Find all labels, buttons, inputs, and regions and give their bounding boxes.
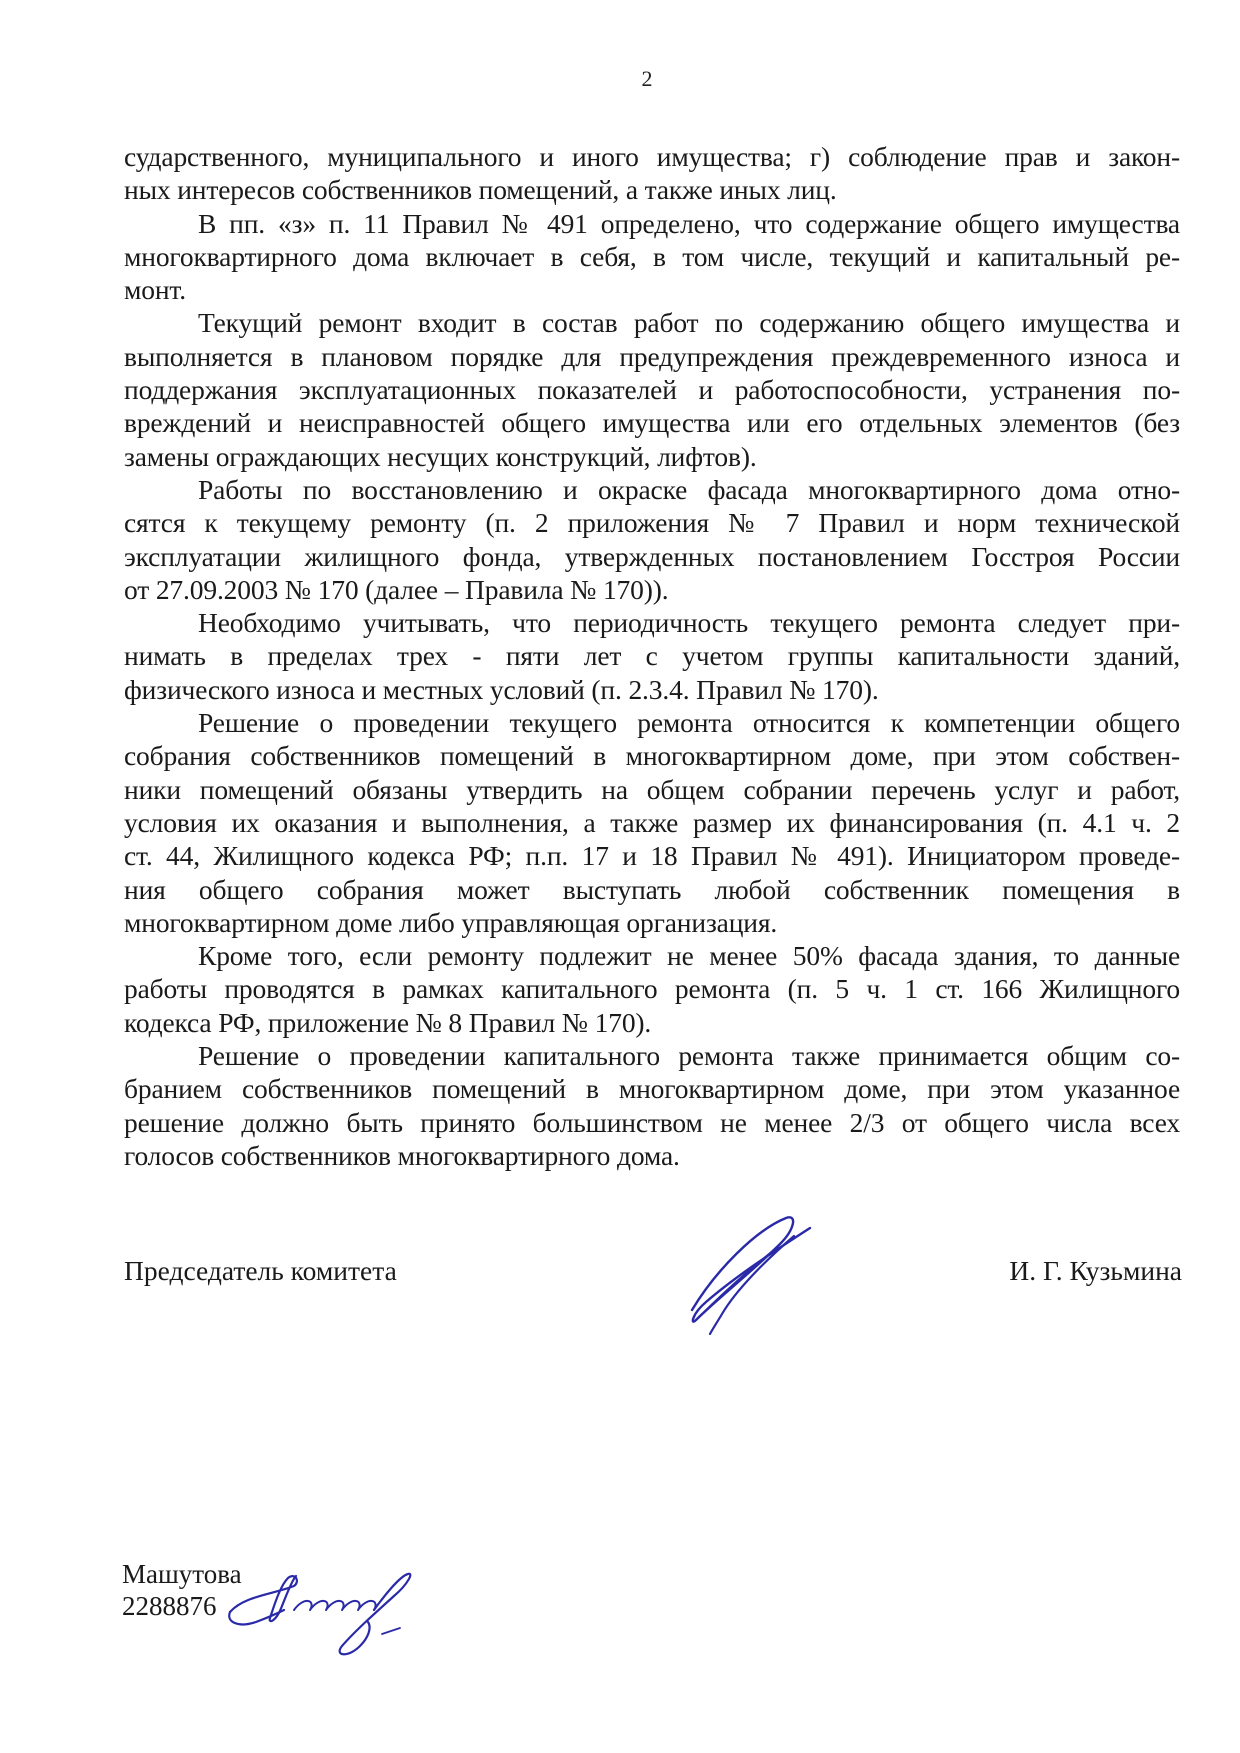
text-line: работы проводятся в рамках капитального ремонта (п. 5 ч. 1 ст. 166 Жилищного [124, 973, 1180, 1005]
text-line: физического износа и местных условий (п. 2.3.4. Правил № 170). [124, 673, 879, 705]
paragraph-rules-491 [124, 207, 1180, 307]
paragraph-general-meeting [124, 706, 1180, 939]
signatory-name: И. Г. Кузьмина [1009, 1255, 1182, 1286]
text-line: Необходимо учитывать, что периодичность текущего ремонта следует при- [198, 607, 1180, 639]
text-line: сятся к текущему ремонту (п. 2 приложения № 7 Правил и норм технической [124, 507, 1180, 539]
text-line: Текущий ремонт входит в состав работ по содержанию общего имущества и [198, 307, 1180, 339]
text-line: нимать в пределах трех - пяти лет с учетом группы капитальности зданий, [124, 640, 1180, 672]
letter-body [124, 140, 1180, 1172]
text-line: ных интересов собственников помещений, а также иных лиц. [124, 174, 837, 206]
paragraph-continuation [124, 140, 1180, 207]
text-line: многоквартирного дома включает в себя, в том числе, текущий и капитальный ре- [124, 240, 1180, 272]
page-number: 2 [641, 66, 653, 91]
text-line: кодекса РФ, приложение № 8 Правил № 170). [124, 1006, 652, 1038]
handwritten-initials-icon [224, 1566, 414, 1662]
text-line: решение должно быть принято большинством не менее 2/3 от общего числа всех [124, 1106, 1180, 1138]
text-line: Решение о проведении капитального ремонта также принимается общим со- [198, 1040, 1180, 1072]
text-line: условия их оказания и выполнения, а также размер их финансирования (п. 4.1 ч. 2 [124, 806, 1180, 838]
paragraph-current-repair [124, 306, 1180, 472]
text-line: вреждений и неисправностей общего имущества или его отдельных элементов (без [124, 407, 1180, 439]
paragraph-capital-repair [124, 939, 1180, 1039]
text-line: бранием собственников помещений в многоквартирном доме, при этом указанное [124, 1073, 1180, 1105]
text-line: Кроме того, если ремонту подлежит не менее 50% фасада здания, то данные [198, 940, 1180, 972]
text-line: Решение о проведении текущего ремонта относится к компетенции общего [198, 707, 1180, 739]
executor-name: Машутова [122, 1559, 242, 1589]
executor-phone: 2288876 [122, 1591, 217, 1621]
text-line: эксплуатации жилищного фонда, утвержденных постановлением Госстроя России [124, 540, 1180, 572]
text-line: сударственного, муниципального и иного имущества; г) соблюдение прав и закон- [124, 141, 1180, 172]
paragraph-facade-works [124, 473, 1180, 606]
text-line: ники помещений обязаны утвердить на общем собрании перечень услуг и работ, [124, 773, 1180, 805]
text-line: поддержания эксплуатационных показателей и работоспособности, устранения по- [124, 374, 1180, 406]
text-line: ст. 44, Жилищного кодекса РФ; п.п. 17 и 18 Правил № 491). Инициатором проведе- [124, 840, 1180, 872]
signatory-title: Председатель комитета [124, 1255, 397, 1286]
text-line: ния общего собрания может выступать любой собственник помещения в [124, 873, 1180, 905]
text-line: от 27.09.2003 № 170 (далее – Правила № 170)). [124, 573, 669, 605]
text-line: замены ограждающих несущих конструкций, лифтов). [124, 440, 757, 472]
paragraph-capital-decision [124, 1039, 1180, 1172]
text-line: В пп. «з» п. 11 Правил № 491 определено, что содержание общего имущества [198, 207, 1180, 239]
paragraph-periodicity [124, 606, 1180, 706]
text-line: выполняется в плановом порядке для предупреждения преждевременного износа и [124, 340, 1180, 372]
text-line: голосов собственников многоквартирного дома. [124, 1139, 680, 1171]
handwritten-signature-icon [676, 1210, 816, 1335]
text-line: многоквартирном доме либо управляющая организация. [124, 906, 778, 938]
text-line: монт. [124, 274, 186, 306]
text-line: Работы по восстановлению и окраске фасада многоквартирного дома отно- [198, 473, 1180, 505]
text-line: собрания собственников помещений в многоквартирном доме, при этом собствен- [124, 740, 1180, 772]
signature-row [124, 1254, 1182, 1288]
